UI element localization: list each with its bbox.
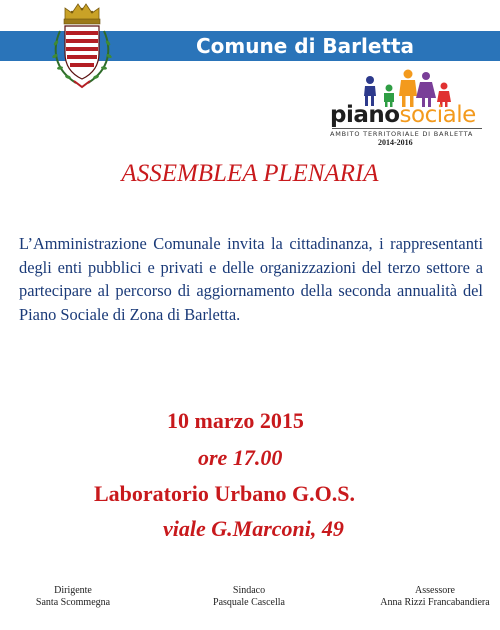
event-date: 10 marzo 2015 — [167, 408, 304, 433]
event-address: viale G.Marconi, 49 — [163, 516, 344, 541]
assembly-title: ASSEMBLEA PLENARIA — [121, 160, 379, 187]
signature-name: Anna Rizzi Francabandiera — [380, 597, 490, 608]
event-time: ore 17.00 — [198, 445, 283, 470]
signature-assessore — [350, 585, 500, 609]
signature-sindaco — [164, 585, 334, 609]
signature-dirigente — [0, 585, 158, 609]
signature-role: Assessore — [415, 585, 455, 596]
signature-role: Sindaco — [232, 585, 266, 596]
logo-wordmark — [330, 102, 500, 128]
municipality-name: Comune di Barletta — [196, 34, 415, 58]
event-place: Laboratorio Urbano G.O.S. — [94, 481, 355, 506]
logo-word-piano: piano — [330, 102, 400, 128]
logo-years: 2014-2016 — [378, 138, 413, 147]
signature-name: Santa Scommegna — [35, 597, 111, 608]
logo-word-sociale: sociale — [399, 102, 476, 128]
coat-of-arms-icon — [50, 1, 114, 93]
invitation-text: L’Amministrazione Comunale invita la cittadinanza, i rappresentanti degli enti pubblici e privati e delle organizzazioni del terzo settore a partecipare al percorso di aggiornamento della seconda annualità del Piano Sociale di Zona di Barletta. — [19, 234, 483, 324]
piano-sociale-logo — [330, 64, 500, 160]
signature-role: Dirigente — [54, 585, 92, 596]
logo-subtitle: AMBITO TERRITORIALE DI BARLETTA — [330, 130, 474, 138]
signature-name: Pasquale Cascella — [213, 597, 285, 608]
